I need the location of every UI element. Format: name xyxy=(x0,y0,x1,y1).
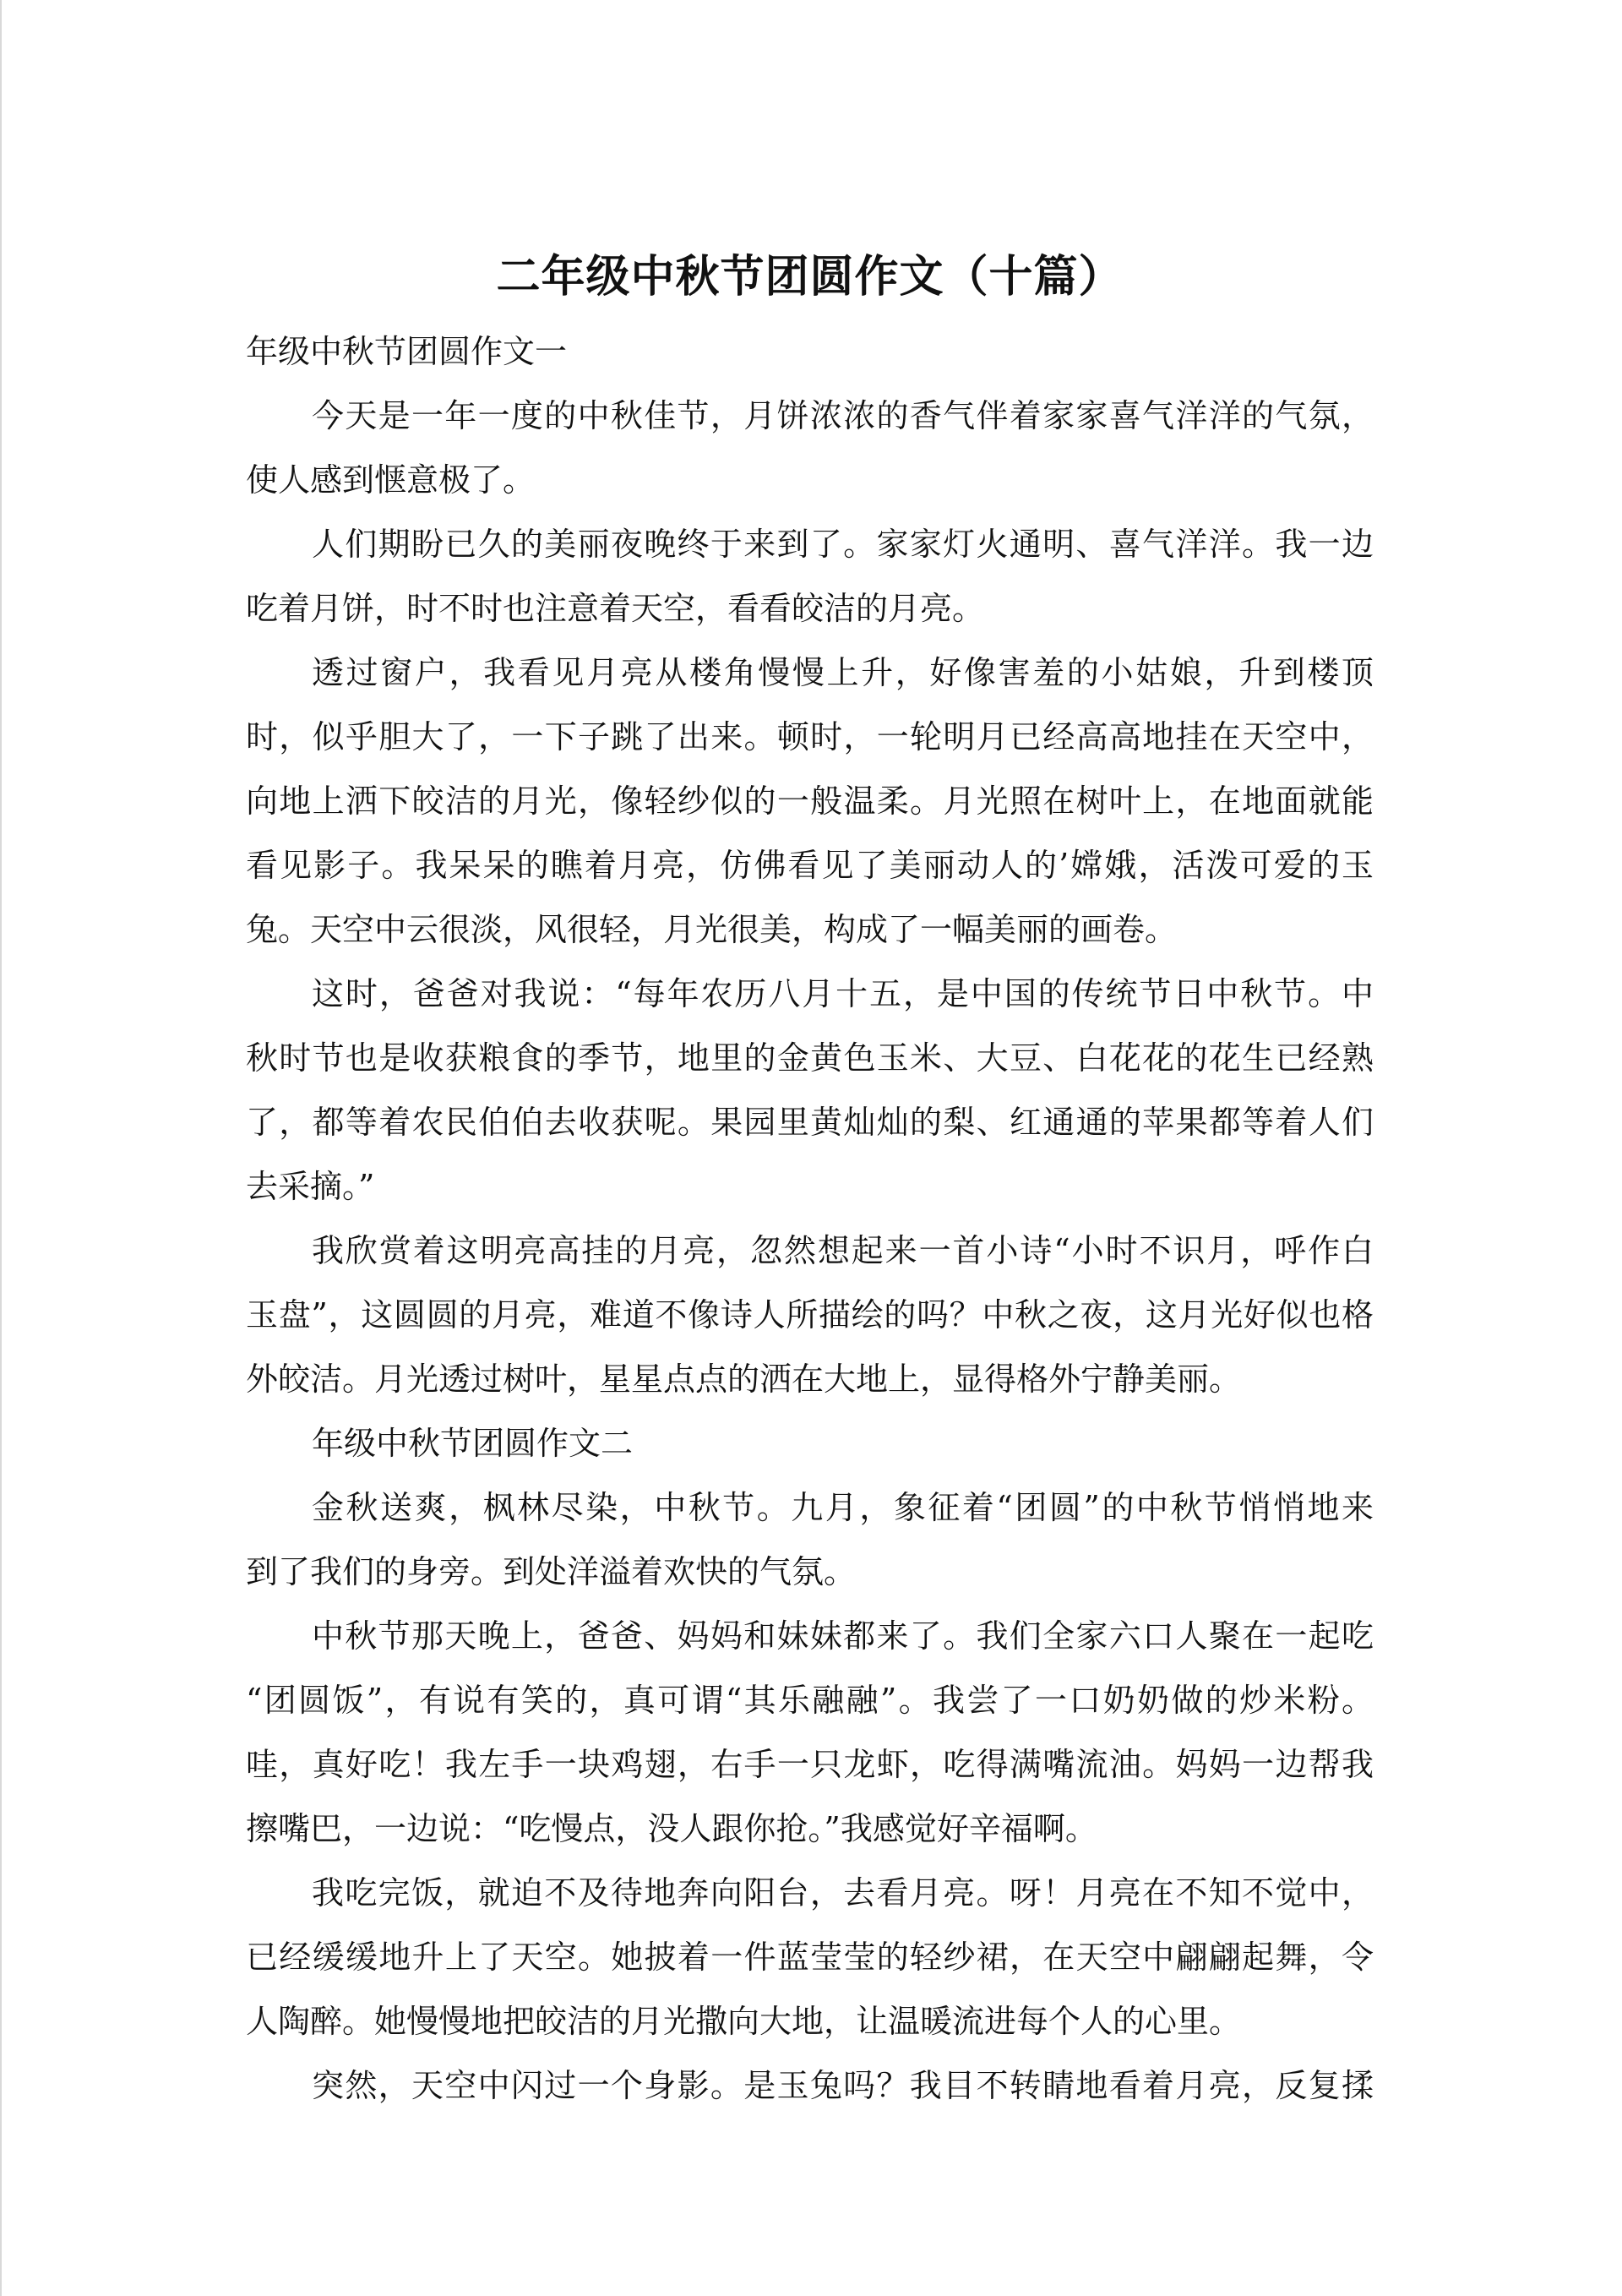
document-title: 二年级中秋节团圆作文（十篇） xyxy=(496,252,1124,303)
text-line: 了，都等着农民伯伯去收获呢。果园里黄灿灿的梨、红通通的苹果都等着人们 xyxy=(246,1104,1374,1141)
text-line: 到了我们的身旁。到处洋溢着欢快的气氛。 xyxy=(246,1553,857,1590)
text-line: 玉盘”，这圆圆的月亮，难道不像诗人所描绘的吗？中秋之夜，这月光好似也格 xyxy=(246,1296,1374,1333)
text-lines xyxy=(246,319,1374,2118)
text-line: 已经缓缓地升上了天空。她披着一件蓝莹莹的轻纱裙，在天空中翩翩起舞，令 xyxy=(246,1939,1374,1976)
text-line: 年级中秋节团圆作文二 xyxy=(312,1425,634,1462)
text-line: 兔。天空中云很淡，风很轻，月光很美，构成了一幅美丽的画卷。 xyxy=(246,911,1178,948)
text-line: 去采摘。” xyxy=(246,1168,375,1205)
text-line: 人们期盼已久的美丽夜晚终于来到了。家家灯火通明、喜气洋洋。我一边 xyxy=(312,526,1374,563)
text-line: 今天是一年一度的中秋佳节，月饼浓浓的香气伴着家家喜气洋洋的气氛， xyxy=(312,397,1374,434)
text-line: 吃着月饼，时不时也注意着天空，看看皎洁的月亮。 xyxy=(246,590,985,627)
document-body xyxy=(246,243,1374,2118)
text-line: 外皎洁。月光透过树叶，星星点点的洒在大地上，显得格外宁静美丽。 xyxy=(246,1361,1242,1398)
page-left-border xyxy=(0,0,2,2296)
text-line: 金秋送爽，枫林尽染，中秋节。九月，象征着“团圆”的中秋节悄悄地来 xyxy=(312,1489,1374,1526)
text-line: 擦嘴巴，一边说：“吃慢点，没人跟你抢。”我感觉好辛福啊。 xyxy=(246,1810,1097,1847)
text-line: 时，似乎胆大了，一下子跳了出来。顿时，一轮明月已经高高地挂在天空中， xyxy=(246,718,1374,755)
text-line: 使人感到惬意极了。 xyxy=(246,461,536,499)
text-line: 向地上洒下皎洁的月光，像轻纱似的一般温柔。月光照在树叶上，在地面就能 xyxy=(246,783,1374,820)
text-line: 这时，爸爸对我说：“每年农历八月十五，是中国的传统节日中秋节。中 xyxy=(312,975,1374,1012)
text-line: 透过窗户，我看见月亮从楼角慢慢上升，好像害羞的小姑娘，升到楼顶 xyxy=(312,654,1374,691)
text-line: 哇，真好吃！我左手一块鸡翅，右手一只龙虾，吃得满嘴流油。妈妈一边帮我 xyxy=(246,1746,1374,1783)
text-line: 看见影子。我呆呆的瞧着月亮，仿佛看见了美丽动人的’嫦娥，活泼可爱的玉 xyxy=(246,847,1374,884)
text-line: 我吃完饭，就迫不及待地奔向阳台，去看月亮。呀！月亮在不知不觉中， xyxy=(312,1874,1374,1912)
text-line: 年级中秋节团圆作文一 xyxy=(246,333,568,370)
text-line: 突然，天空中闪过一个身影。是玉兔吗？我目不转睛地看着月亮，反复揉 xyxy=(312,2067,1374,2104)
text-line: 人陶醉。她慢慢地把皎洁的月光撒向大地，让温暖流进每个人的心里。 xyxy=(246,2003,1242,2040)
text-line: 我欣赏着这明亮高挂的月亮，忽然想起来一首小诗“小时不识月，呼作白 xyxy=(312,1232,1374,1269)
text-line: 秋时节也是收获粮食的季节，地里的金黄色玉米、大豆、白花花的花生已经熟 xyxy=(246,1039,1374,1077)
text-line: “团圆饭”，有说有笑的，真可谓“其乐融融”。我尝了一口奶奶做的炒米粉。 xyxy=(246,1682,1374,1719)
text-line: 中秋节那天晚上，爸爸、妈妈和妹妹都来了。我们全家六口人聚在一起吃 xyxy=(312,1617,1374,1655)
